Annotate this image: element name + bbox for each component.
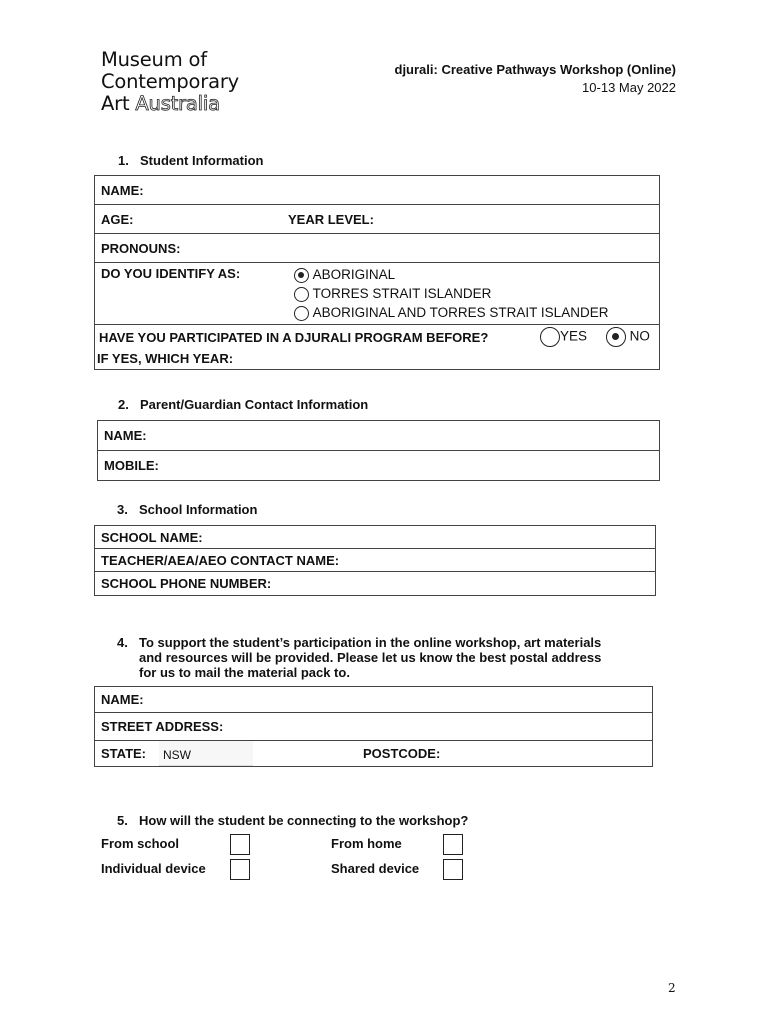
section-number: 5. <box>117 813 128 828</box>
section-number: 3. <box>117 502 128 517</box>
field-label: NAME: <box>101 182 144 198</box>
school-info-table <box>94 525 656 596</box>
participated-yes[interactable]: YES <box>540 327 587 347</box>
year-level-label: YEAR LEVEL: <box>288 212 374 227</box>
section-line-3: for us to mail the material pack to. <box>139 665 350 680</box>
individual-device-checkbox[interactable] <box>230 859 250 880</box>
school-name-field[interactable] <box>95 526 656 549</box>
section-title: Parent/Guardian Contact Information <box>140 397 369 412</box>
state-select[interactable]: NSW <box>159 741 253 766</box>
participated-no[interactable]: NO <box>606 327 650 347</box>
section-number: 4. <box>117 635 128 650</box>
section-number: 2. <box>118 397 129 412</box>
workshop-date: 10-13 May 2022 <box>582 80 676 95</box>
field-label: SCHOOL NAME: <box>101 529 203 545</box>
student-name-field[interactable] <box>95 176 660 205</box>
field-label: MOBILE: <box>104 458 159 473</box>
workshop-title: djurali: Creative Pathways Workshop (Online) <box>394 62 676 77</box>
logo-art: Art <box>101 92 130 115</box>
student-info-table <box>94 175 660 370</box>
participated-row <box>95 325 660 370</box>
section-5-heading <box>117 813 468 828</box>
shared-device-label: Shared device <box>331 861 420 876</box>
teacher-contact-field[interactable] <box>95 549 656 572</box>
logo-australia: Australia <box>135 92 220 115</box>
age-year-row[interactable] <box>95 205 660 234</box>
identify-options <box>294 265 608 322</box>
section-title: Student Information <box>140 153 264 168</box>
logo-line-2: Contemporary <box>101 70 239 93</box>
pronouns-field[interactable] <box>95 234 660 263</box>
radio-empty-icon[interactable] <box>540 327 560 347</box>
section-1-heading <box>118 153 264 168</box>
school-phone-field[interactable] <box>95 572 656 596</box>
section-title: School Information <box>139 502 258 517</box>
guardian-mobile-field[interactable] <box>98 451 660 481</box>
section-4-heading <box>117 635 677 680</box>
field-label: NAME: <box>104 428 147 443</box>
section-3-heading <box>117 502 257 517</box>
field-label: STREET ADDRESS: <box>101 719 224 734</box>
from-home-checkbox[interactable] <box>443 834 463 855</box>
section-line-2: and resources will be provided. Please let us know the best postal address <box>139 650 602 665</box>
from-home-label: From home <box>331 836 402 851</box>
page-number: 2 <box>668 981 676 995</box>
street-address-field[interactable] <box>95 713 653 741</box>
age-label: AGE: <box>101 211 134 227</box>
from-school-label: From school <box>101 836 180 851</box>
field-label: NAME: <box>101 692 144 707</box>
guardian-info-table <box>97 420 660 481</box>
option-torres-strait[interactable]: TORRES STRAIT ISLANDER <box>294 284 608 303</box>
option-aboriginal[interactable]: ABORIGINAL <box>294 265 608 284</box>
which-year-label: IF YES, WHICH YEAR: <box>97 351 234 366</box>
identify-label: DO YOU IDENTIFY AS: <box>101 266 241 281</box>
individual-device-label: Individual device <box>101 861 206 876</box>
participated-question: HAVE YOU PARTICIPATED IN A DJURALI PROGRAM BEFORE? <box>99 330 489 345</box>
postcode-label: POSTCODE: <box>363 746 441 761</box>
museum-logo <box>101 49 239 115</box>
logo-line-1: Museum of <box>101 48 207 71</box>
field-label: SCHOOL PHONE NUMBER: <box>101 576 272 591</box>
postal-address-table <box>94 686 653 767</box>
radio-empty-icon[interactable] <box>294 287 309 302</box>
radio-selected-icon[interactable] <box>606 327 626 347</box>
state-label: STATE: <box>101 746 147 761</box>
section-2-heading <box>118 397 368 412</box>
shared-device-checkbox[interactable] <box>443 859 463 880</box>
field-label: TEACHER/AEA/AEO CONTACT NAME: <box>101 552 340 568</box>
state-postcode-row <box>95 741 653 767</box>
logo-line-3 <box>101 93 239 115</box>
radio-selected-icon[interactable] <box>294 268 309 283</box>
radio-empty-icon[interactable] <box>294 306 309 321</box>
guardian-name-field[interactable] <box>98 421 660 451</box>
section-line-1: To support the student’s participation in the online workshop, art materials <box>139 635 602 650</box>
identify-row <box>95 263 660 325</box>
from-school-checkbox[interactable] <box>230 834 250 855</box>
section-number: 1. <box>118 153 129 168</box>
field-label: PRONOUNS: <box>101 240 181 256</box>
section-title: How will the student be connecting to the workshop? <box>139 813 469 828</box>
postal-name-field[interactable] <box>95 687 653 713</box>
option-both[interactable]: ABORIGINAL AND TORRES STRAIT ISLANDER <box>294 303 608 322</box>
